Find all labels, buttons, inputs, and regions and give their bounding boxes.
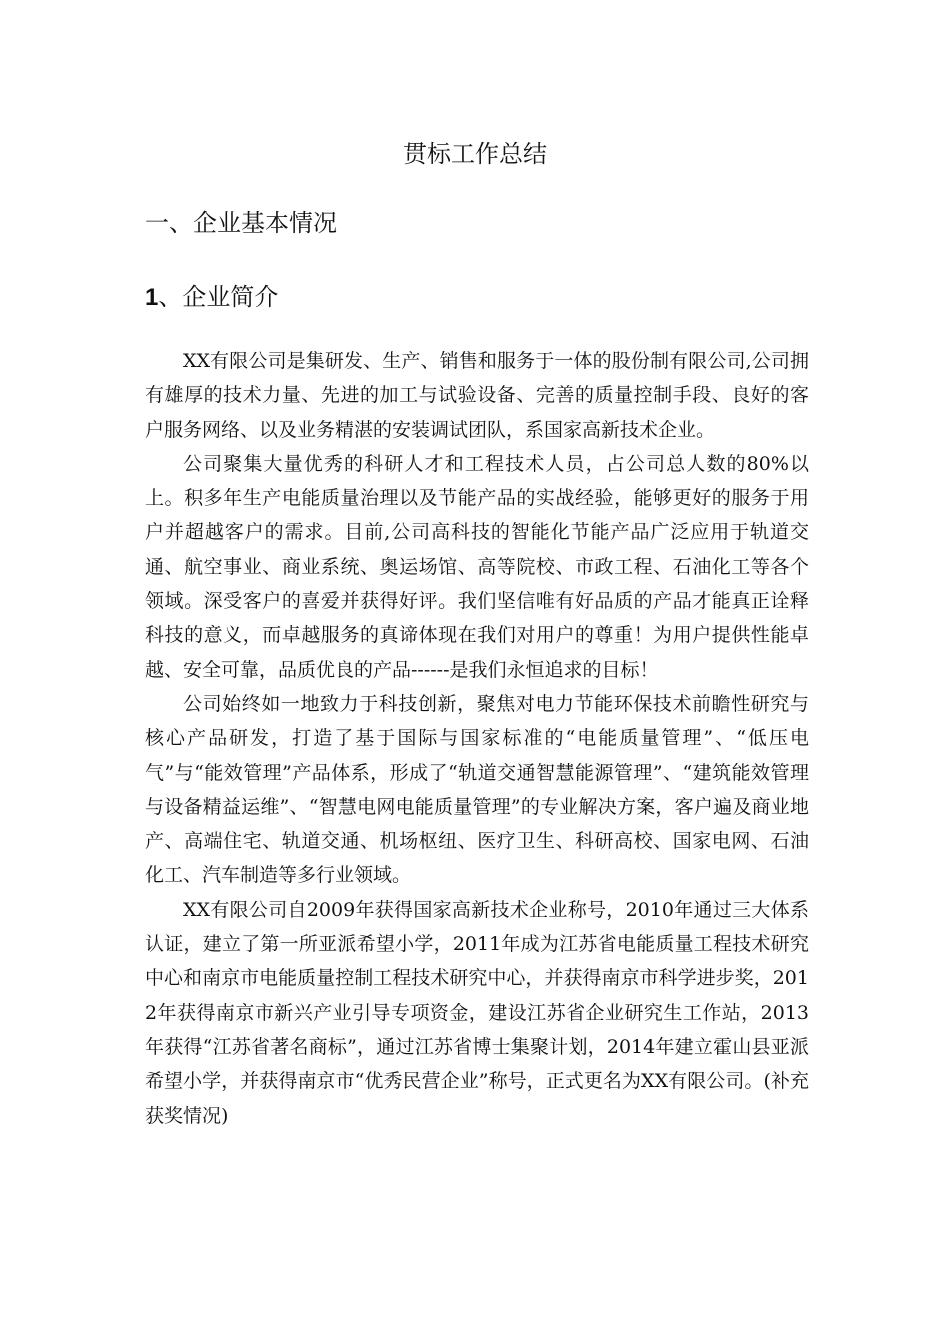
- paragraph-innovation: 公司始终如一地致力于科技创新，聚焦对电力节能环保技术前瞻性研究与核心产品研发，打造了基于国际与国家标准的“电能质量管理”、“低压电气”与“能效管理”产品体系，形成了“轨道交通智慧能源管理”、“建筑能效管理与设备精益运维”、“智慧电网电能质量管理”的专业解决方案，客户遍及商业地产、高端住宅、轨道交通、机场枢纽、医疗卫生、科研高校、国家电网、石油化工、汽车制造等多行业领域。: [145, 692, 809, 887]
- section-heading: 一、企业基本情况: [145, 209, 337, 237]
- paragraph-talent-and-products: 公司聚集大量优秀的科研人才和工程技术人员，占公司总人数的80%以上。积多年生产电能质量治理以及节能产品的实战经验，能够更好的服务于用户并超越客户的需求。目前,公司高科技的智能化节能产品广泛应用于轨道交通、航空事业、商业系统、奥运场馆、高等院校、市政工程、石油化工等各个领域。深受客户的喜爱并获得好评。我们坚信唯有好品质的产品才能真正诠释科技的意义，而卓越服务的真谛体现在我们对用户的尊重！为用户提供性能卓越、安全可靠，品质优良的产品------是我们永恒追求的目标！: [145, 452, 809, 681]
- body-text: [145, 344, 809, 1133]
- document-title: 贯标工作总结: [403, 140, 547, 168]
- subsection-title: 企业简介: [182, 283, 279, 311]
- paragraph-history: XX有限公司自2009年获得国家高新技术企业称号，2010年通过三大体系认证，建立了第一所亚派希望小学，2011年成为江苏省电能质量工程技术研究中心和南京市电能质量控制工程技术研究中心，并获得南京市科学进步奖，2012年获得南京市新兴产业引导专项资金，建设江苏省企业研究生工作站，2013年获得“江苏省著名商标”，通过江苏省博士集聚计划，2014年建立霍山县亚派希望小学，并获得南京市“优秀民营企业”称号，正式更名为XX有限公司。(补充获奖情况): [145, 898, 809, 1127]
- paragraph-company-overview: XX有限公司是集研发、生产、销售和服务于一体的股份制有限公司,公司拥有雄厚的技术力量、先进的加工与试验设备、完善的质量控制手段、良好的客户服务网络、以及业务精湛的安装调试团队，系国家高新技术企业。: [145, 350, 809, 441]
- subsection-number: 1: [145, 284, 159, 311]
- subsection-separator: 、: [158, 283, 183, 311]
- subsection-heading: [145, 279, 278, 316]
